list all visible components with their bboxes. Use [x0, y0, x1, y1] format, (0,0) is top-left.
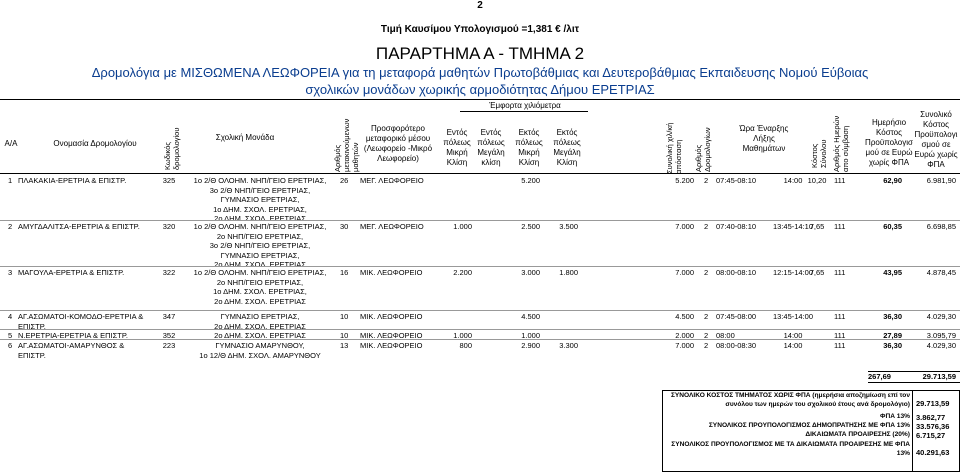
row-divider [0, 220, 960, 221]
summary-label: ΣΥΝΟΛΙΚΟΣ ΠΡΟΥΠΟΛΟΓΙΣΜΟΣ ΔΗΜΟΠΡΑΤΗΣΗΣ ΜΕ ΦΠΑ 13% [708, 422, 910, 429]
row-daily: 27,89 [883, 331, 902, 340]
row-school: 3ο 2/Θ ΝΗΠ/ΓΕΙΟ ΕΡΕΤΡΙΑΣ, [209, 241, 311, 250]
header-days: Αριθμός Ημερών απο σύμβαση [832, 115, 850, 172]
row-aa: 3 [8, 268, 13, 277]
row-end: 12:15-14:00 [772, 268, 814, 277]
row-route-name: Ν.ΕΡΕΤΡΙΑ-ΕΡΕΤΡΙΑ & ΕΠΙΣΤΡ. [18, 331, 128, 340]
row-num-routes: 2 [704, 331, 709, 340]
header-in-big: Εντός πόλεως Μεγάλη κλίση [477, 128, 505, 167]
page-number: 2 [477, 0, 483, 11]
row-vehicle: ΜΕΓ. ΛΕΩΦΟΡΕΙΟ [360, 222, 424, 231]
row-school: 1ο 12/Θ ΔΗΜ. ΣΧΟΛ. ΑΜΑΡΥΝΘΟΥ [199, 350, 321, 360]
row-route-name: ΑΓ.ΑΣΩΜΑΤΟΙ-ΑΜΑΡΥΝΘΟΣ & [18, 341, 125, 350]
row-days: 111 [834, 222, 846, 231]
row-end: 14:00 [783, 331, 803, 340]
row-total: 6.698,85 [926, 222, 956, 231]
row-out-small: 3.000 [521, 268, 540, 277]
row-school: ΓΥΜΝΑΣΙΟ ΕΡΕΤΡΙΑΣ, [220, 250, 300, 260]
row-route-code: 347 [162, 312, 176, 321]
subtitle-line-1: Δρομολόγια με ΜΙΣΘΩΜΕΝΑ ΛΕΩΦΟΡΕΙΑ για τη μεταφορά μαθητών Πρωτοβάθμιας και Δευτεροβάθμιας Εκπαιδευσης Νομού Εύβοιας [91, 65, 869, 80]
row-aa: 1 [8, 176, 13, 185]
row-school: 1ο 2/Θ ΟΛΟΗΜ. ΝΗΠ/ΓΕΙΟ ΕΡΕΤΡΙΑΣ, [193, 268, 327, 277]
row-days: 111 [834, 331, 846, 340]
header-school: Σχολική Μονάδα [215, 133, 275, 142]
row-school: 1ο 2/Θ ΟΛΟΗΜ. ΝΗΠ/ΓΕΙΟ ΕΡΕΤΡΙΑΣ, [193, 176, 327, 185]
row-daily: 43,95 [883, 268, 902, 277]
row-in-small: 800 [459, 341, 472, 350]
row-school: 2ο ΔΗΜ. ΣΧΟΛ. ΕΡΕΤΡΙΑΣ [214, 260, 306, 269]
row-days: 111 [834, 268, 846, 277]
row-vehicle: ΜΙΚ. ΛΕΩΦΟΡΕΙΟ [360, 268, 423, 277]
header-vehicle: Προσφορότερο μεταφορικό μέσου (Λεωφορείο -Μικρό Λεωφορείο) [363, 124, 433, 163]
row-num-routes: 2 [704, 176, 709, 185]
header-separator [0, 99, 960, 100]
row-num-routes: 2 [704, 341, 709, 350]
row-divider [0, 310, 960, 311]
row-school: ΓΥΜΝΑΣΙΟ ΑΜΑΡΥΝΘΟΥ, [215, 341, 305, 350]
subtitle-line-2: σχολικών μονάδων χωρικής αρμοδιότητας Δήμου ΕΡΕΤΡΙΑΣ [305, 82, 655, 97]
summary-value: 40.291,63 [916, 448, 950, 457]
fuel-price: Τιμή Καυσίμου Υπολογισμού =1,381 € /λιτ [380, 24, 580, 35]
row-divider [0, 329, 960, 330]
row-total-km: 7.000 [675, 268, 694, 277]
header-aa: Α/Α [4, 139, 18, 148]
row-total-km: 7.000 [675, 222, 694, 231]
row-total: 4.029,30 [926, 341, 956, 350]
row-school: 2ο ΝΗΠ/ΓΕΙΟ ΕΡΕΤΡΙΑΣ, [216, 277, 304, 287]
row-students: 13 [340, 341, 349, 350]
row-route-name: ΕΠΙΣΤΡ. [18, 350, 46, 360]
row-in-small: 1.000 [453, 222, 472, 231]
row-students: 26 [340, 176, 349, 185]
row-out-big: 3.500 [559, 222, 578, 231]
row-route-name: ΜΑΓΟΥΛΑ-ΕΡΕΤΡΙΑ & ΕΠΙΣΤΡ. [18, 268, 125, 277]
row-in-small: 2.200 [453, 268, 472, 277]
row-start: 08:00-08:10 [716, 268, 757, 277]
row-students: 10 [340, 331, 349, 340]
summary-value: 6.715,27 [916, 431, 946, 440]
header-out-small: Εκτός πόλεως Μικρή Κλίση [515, 128, 543, 167]
row-vehicle: ΜΕΓ. ΛΕΩΦΟΡΕΙΟ [360, 176, 424, 185]
row-end: 13:45-14:00 [772, 312, 814, 321]
row-total: 4.878,45 [926, 268, 956, 277]
row-total: 6.981,90 [926, 176, 956, 185]
row-route-code: 320 [162, 222, 176, 231]
row-daily: 36,30 [883, 312, 902, 321]
header-route-name: Ονομασία Δρομολογίου [53, 139, 137, 148]
header-total-cost: Κόστος Σύνολου [810, 139, 828, 168]
totals-rule-bottom [868, 382, 960, 383]
row-aa: 2 [8, 222, 13, 231]
header-num-routes: Αριθμός Δρομολογίων [694, 127, 712, 172]
row-school: 2ο ΔΗΜ. ΣΧΟΛ. ΕΡΕΤΡΙΑΣ [214, 214, 306, 223]
row-start: 07:45-08:00 [716, 312, 757, 321]
row-days: 111 [834, 341, 846, 350]
row-school: 2ο ΔΗΜ. ΣΧΟΛ. ΕΡΕΤΡΙΑΣ [214, 331, 306, 340]
row-end: 14:00 [783, 176, 803, 185]
row-out-small: 1.000 [521, 331, 540, 340]
row-vehicle: ΜΙΚ. ΛΕΩΦΟΡΕΙΟ [360, 341, 423, 350]
row-school: 1ο ΔΗΜ. ΣΧΟΛ. ΕΡΕΤΡΙΑΣ, [213, 204, 307, 214]
row-num-routes: 2 [704, 222, 709, 231]
row-total-km: 5.200 [675, 176, 694, 185]
row-num-routes: 2 [704, 312, 709, 321]
row-students: 16 [340, 268, 349, 277]
row-start: 07:45-08:10 [716, 176, 757, 185]
row-total-km: 7.000 [675, 341, 694, 350]
row-out-big: 1.800 [559, 268, 578, 277]
row-total-km: 2.000 [675, 331, 694, 340]
row-divider [0, 266, 960, 267]
row-route-code: 325 [162, 176, 176, 185]
row-start: 08:00 [716, 331, 735, 340]
row-route-name: ΠΛΑΚΑΚΙΑ-ΕΡΕΤΡΙΑ & ΕΠΙΣΤΡ. [18, 176, 127, 185]
summary-label: ΣΥΝΟΛΙΚΟ ΚΟΣΤΟΣ ΤΜΗΜΑΤΟΣ ΧΩΡΙΣ ΦΠΑ (ημερήσια αποζημίωση επί τον συνόλου των ημερών του σχολικού έτους ανά δρομολόγιο) [670, 392, 910, 408]
header-total-budget: Συνολικό Κόστος Προϋπολογι σμού σε Ευρώ χωρίς ΦΠΑ [914, 110, 958, 169]
row-out-small: 5.200 [521, 176, 540, 185]
header-loaded-km: Έμφορτα χιλιόμετρα [489, 101, 561, 110]
row-end: 14:00 [783, 341, 803, 350]
header-route-code: Κωδικός δρομολογίου [163, 127, 181, 170]
total-daily: 267,69 [868, 372, 891, 381]
row-total: 4.029,30 [926, 312, 956, 321]
row-total-km: 4.500 [675, 312, 694, 321]
row-school: 1ο 2/Θ ΟΛΟΗΜ. ΝΗΠ/ΓΕΙΟ ΕΡΕΤΡΙΑΣ, [193, 222, 327, 231]
header-daily-cost: Ημερήσιο Κόστος Προϋπολογισ μού σε Ευρώ χωρίς ΦΠΑ [865, 118, 913, 167]
header-out-big: Εκτός πόλεως Μεγάλη Κλίση [553, 128, 581, 167]
row-route-name: ΑΓ.ΑΣΩΜΑΤΟΙ-ΚΟΜΟΔΟ-ΕΡΕΤΡΙΑ & [18, 312, 144, 321]
row-school: ΓΥΜΝΑΣΙΟ ΕΡΕΤΡΙΑΣ, [220, 195, 300, 204]
row-days: 111 [834, 312, 846, 321]
row-daily: 60,35 [883, 222, 902, 231]
row-vehicle: ΜΙΚ. ΛΕΩΦΟΡΕΙΟ [360, 312, 423, 321]
header-hours: Ώρα Έναρξης Λήξης Μαθημάτων [739, 124, 789, 153]
row-route-code: 223 [162, 341, 176, 350]
row-num-routes: 2 [704, 268, 709, 277]
row-divider [0, 339, 960, 340]
row-out-big: 3.300 [559, 341, 578, 350]
summary-label: ΦΠΑ 13% [880, 413, 910, 420]
summary-value: 29.713,59 [916, 399, 950, 408]
table-header-rule [0, 173, 960, 174]
header-in-small: Εντός πόλεως Μικρή Κλίση [443, 128, 471, 167]
row-students: 10 [340, 312, 349, 321]
row-aa: 6 [8, 341, 13, 350]
row-route-code: 352 [162, 331, 176, 340]
row-cost: 7,65 [809, 222, 825, 231]
row-route-name: ΕΠΙΣΤΡ. [18, 321, 46, 331]
page-title: ΠΑΡΑΡΤΗΜΑ Α - ΤΜΗΜΑ 2 [375, 44, 585, 63]
row-school: 2ο ΔΗΜ. ΣΧΟΛ. ΕΡΕΤΡΙΑΣ [214, 321, 306, 331]
row-school: 2ο ΝΗΠ/ΓΕΙΟ ΕΡΕΤΡΙΑΣ, [216, 231, 304, 241]
row-vehicle: ΜΙΚ. ΛΕΩΦΟΡΕΙΟ [360, 331, 423, 340]
summary-label: ΣΥΝΟΛΙΚΟΣ ΠΡΟΥΠΟΛΟΓΙΣΜΟΣ ΜΕ ΤΑ ΔΙΚΑΙΩΜΑΤΑ ΠΡΟΑΙΡΕΣΗΣ ΜΕ ΦΠΑ 13% [671, 441, 910, 457]
row-cost: 10,20 [807, 176, 827, 185]
row-school: ΓΥΜΝΑΣΙΟ ΕΡΕΤΡΙΑΣ, [220, 312, 300, 321]
row-cost: 7,65 [809, 268, 825, 277]
row-daily: 36,30 [883, 341, 902, 350]
summary-value: 33.576,36 [916, 422, 950, 431]
row-aa: 5 [8, 331, 13, 340]
row-aa: 4 [8, 312, 13, 321]
row-route-code: 322 [162, 268, 176, 277]
row-school: 2ο ΔΗΜ. ΣΧΟΛ. ΕΡΕΤΡΙΑΣ [214, 296, 306, 306]
total-budget: 29.713,59 [922, 372, 956, 381]
row-end: 13:45-14:10 [772, 222, 814, 231]
loaded-km-rule [460, 111, 588, 112]
row-in-small: 1.000 [453, 331, 472, 340]
header-total-km: Συνολική χιλ/κή απόσταση [665, 122, 683, 174]
row-start: 07:40-08:10 [716, 222, 757, 231]
row-out-small: 2.500 [521, 222, 540, 231]
row-route-name: ΑΜΥΓΔΑΛΙΤΣΑ-ΕΡΕΤΡΙΑ & ΕΠΙΣΤΡ. [18, 222, 140, 231]
row-out-small: 4.500 [521, 312, 540, 321]
row-out-small: 2.900 [521, 341, 540, 350]
row-days: 111 [834, 176, 846, 185]
row-start: 08:00-08:30 [716, 341, 757, 350]
summary-value: 3.862,77 [916, 413, 946, 422]
row-school: 1ο ΔΗΜ. ΣΧΟΛ. ΕΡΕΤΡΙΑΣ, [213, 287, 307, 296]
header-students: Αριθμός μετακινούμενων μαθητών [333, 118, 360, 172]
row-students: 30 [340, 222, 349, 231]
row-school: 3ο 2/Θ ΝΗΠ/ΓΕΙΟ ΕΡΕΤΡΙΑΣ, [209, 185, 311, 195]
row-daily: 62,90 [883, 176, 902, 185]
row-total: 3.095,79 [926, 331, 956, 340]
summary-divider [912, 390, 913, 471]
summary-label: ΔΙΚΑΙΩΜΑΤΑ ΠΡΟΑΙΡΕΣΗΣ (20%) [805, 431, 910, 438]
